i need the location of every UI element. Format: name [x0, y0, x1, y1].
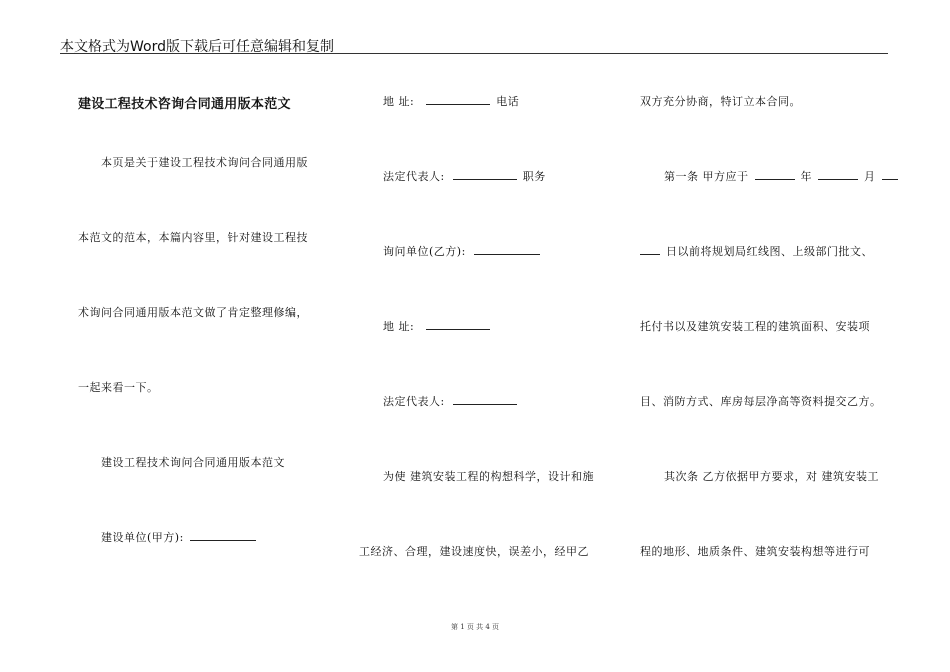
representative-blank-2: [453, 403, 517, 405]
address-label-2: 地 址:: [383, 320, 415, 333]
page-number: 第 1 页 共 4 页: [450, 623, 500, 631]
intro-line-2: 本范文的范本，本篇内容里，针对建设工程技: [78, 231, 308, 244]
position-label: 职务: [522, 170, 546, 183]
purpose-line-2: 工经济、合理，建设速度快，误差小，经甲乙: [359, 545, 589, 558]
intro-line-3: 术询问合同通用版本范文做了肯定整理修编，: [78, 306, 308, 319]
intro-line-1: 本页是关于建设工程技术询问合同通用版: [101, 156, 308, 169]
representative-line-1: [383, 168, 546, 184]
address-blank-2: [426, 328, 490, 330]
representative-label-2: 法定代表人:: [383, 395, 445, 408]
article-1-line: [664, 168, 900, 184]
party-b-label: 询问单位(乙方):: [383, 245, 466, 258]
document-title: 建设工程技术咨询合同通用版本范文: [78, 97, 291, 112]
representative-line-2: [383, 393, 519, 409]
month-blank: [818, 178, 858, 180]
intro-line-4: 一起来看一下。: [78, 381, 159, 394]
address-line-1: [383, 93, 519, 109]
col3-line-3-text: 日以前将规划局红线图、上级部门批文、: [666, 245, 873, 258]
day-blank-start: [882, 178, 898, 180]
party-a-label: 建设单位(甲方):: [101, 531, 184, 544]
article-1-prefix: 第一条 甲方应于: [664, 170, 749, 183]
col3-line-7: 程的地形、地质条件、建筑安装构想等进行可: [640, 545, 870, 558]
year-label: 年: [800, 170, 812, 183]
address-label-1: 地 址:: [383, 95, 415, 108]
col3-line-1: 双方充分协商，特订立本合同。: [640, 95, 801, 108]
party-b-blank: [474, 253, 540, 255]
phone-label: 电话: [496, 95, 520, 108]
year-blank: [755, 178, 795, 180]
purpose-line-1: 为使 建筑安装工程的构想科学，设计和施: [383, 470, 594, 483]
party-b-line: [383, 243, 542, 259]
header-divider: [60, 53, 888, 54]
col3-line-5: 目、消防方式、库房每层净高等资料提交乙方。: [640, 395, 882, 408]
party-a-blank: [190, 539, 256, 541]
representative-blank-1: [453, 178, 517, 180]
address-blank-1: [426, 103, 490, 105]
representative-label-1: 法定代表人:: [383, 170, 445, 183]
col3-line-3: [640, 243, 873, 259]
article-2-line: 其次条 乙方依据甲方要求，对 建筑安装工: [664, 470, 879, 483]
party-a-line: [101, 529, 258, 545]
address-line-2: [383, 318, 492, 334]
contract-subtitle: 建设工程技术询问合同通用版本范文: [101, 456, 285, 469]
document-header: 本文格式为Word版下载后可任意编辑和复制: [60, 39, 334, 55]
month-label: 月: [864, 170, 876, 183]
day-blank-end: [640, 253, 660, 255]
col3-line-4: 托付书以及建筑安装工程的建筑面积、安装项: [640, 320, 870, 333]
